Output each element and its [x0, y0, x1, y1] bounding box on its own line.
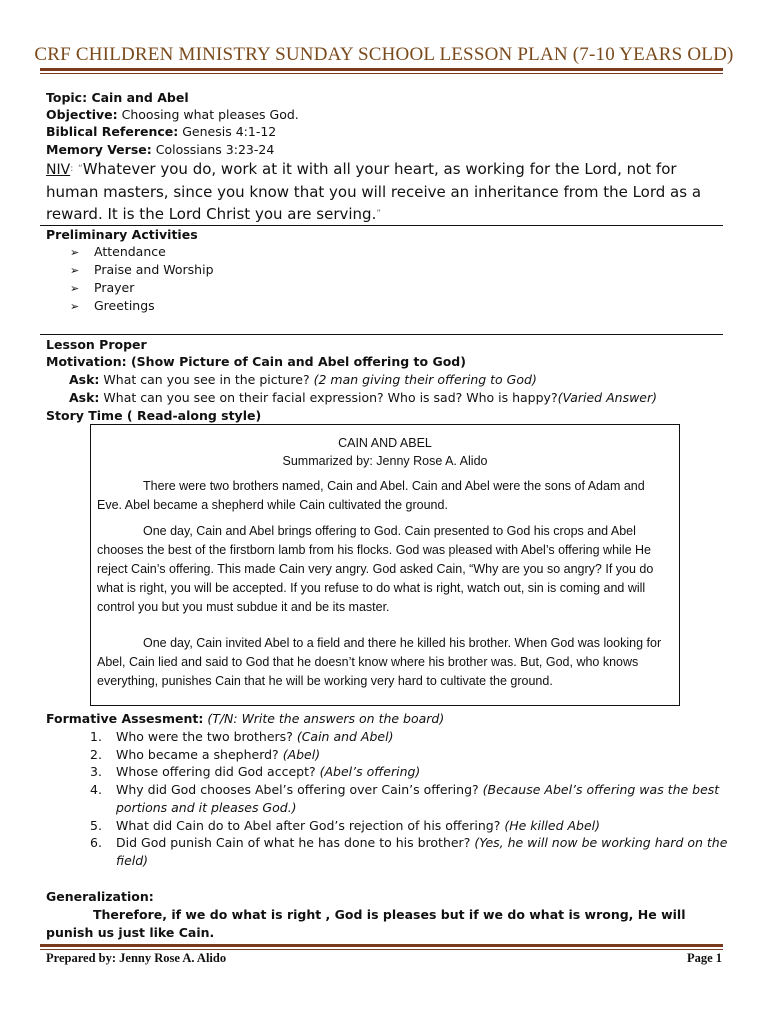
item-number: 5. [90, 817, 102, 833]
story-paragraph [97, 634, 673, 691]
preliminary-list [70, 243, 214, 315]
list-item [70, 297, 214, 315]
item-answer: (Abel) [282, 746, 321, 762]
assessment-note: (T/N: Write the answers on the board) [207, 711, 445, 726]
story-paragraph [97, 477, 673, 515]
item-question: Whose offering did God accept? [116, 764, 316, 780]
open-quote: “ [78, 164, 83, 174]
list-item [90, 781, 746, 816]
generalization-heading: Generalization: [46, 889, 154, 904]
divider [40, 334, 723, 335]
memory-verse-text: Colossians 3:23-24 [155, 142, 275, 157]
list-item-label: Praise and Worship [94, 262, 214, 277]
arrow-bullet-icon: ➢ [70, 264, 80, 277]
item-question: Who were the two brothers? [116, 729, 293, 744]
item-answer: (Cain and Abel) [296, 729, 394, 744]
list-item [90, 728, 746, 746]
list-item-label: Prayer [94, 280, 135, 295]
niv-verse-text: Whatever you do, work at it with all your heart, as working for the Lord, not for human masters, since you know that you will receive an inheritance from the Lord as a reward. It is the Lord Christ you are serving. [46, 160, 702, 223]
item-question: Why did God chooses Abel’s offering over Cain’s offering? [116, 782, 479, 798]
footer-rule [40, 944, 723, 947]
footer-rule-thin [40, 949, 723, 950]
niv-verse: NIV: “Whatever you do, work at it with all your heart, as working for the Lord, not for human masters, since you know that you will receive an inheritance from the Lord as a reward. It is the Lord Christ you are serving.” [46, 160, 702, 223]
lesson-proper-heading: Lesson Proper [46, 337, 147, 352]
item-answer: (He killed Abel) [504, 817, 601, 833]
close-quote: ” [376, 209, 382, 219]
item-number: 3. [90, 764, 102, 780]
item-question: What did Cain do to Abel after God’s rejection of his offering? [116, 817, 501, 833]
arrow-bullet-icon: ➢ [70, 300, 80, 313]
header-rule [40, 68, 723, 71]
ask-label: Ask: [69, 390, 100, 405]
arrow-bullet-icon: ➢ [70, 282, 80, 295]
memory-verse-label: Memory Verse: [46, 142, 152, 157]
item-answer: (Yes, he will now be working hard on the field) [116, 835, 728, 868]
item-answer: (Abel’s offering) [319, 764, 421, 780]
item-number: 4. [90, 782, 102, 798]
list-item-label: Attendance [94, 244, 166, 259]
objective-label: Objective: [46, 107, 118, 122]
reference-label: Biblical Reference: [46, 124, 179, 139]
ask-line-2 [69, 389, 657, 406]
item-question: Who became a shepherd? [116, 746, 279, 762]
ask-question: What can you see on their facial expression? Who is sad? Who is happy? [103, 390, 558, 405]
story-title: CAIN AND ABEL [338, 436, 432, 450]
story-byline: Summarized by: Jenny Rose A. Alido [282, 454, 488, 468]
list-item [70, 279, 214, 297]
list-item [70, 243, 214, 261]
niv-label: NIV [46, 162, 71, 178]
objective-text: Choosing what pleases God. [121, 107, 299, 122]
list-item [90, 746, 746, 764]
story-box [90, 424, 680, 706]
ask-answer: (2 man giving their offering to God) [313, 372, 537, 387]
objective-line [46, 106, 299, 123]
item-number: 6. [90, 835, 102, 851]
story-paragraph-text: One day, Cain invited Abel to a field and there he killed his brother. When God was looking for Abel, Cain lied and said to God that he doesn’t know where his brother was. But, God, who knows everything, punishes Cain that he will be working very hard to cultivate the ground. [97, 636, 662, 688]
ask-line-1 [69, 371, 537, 388]
item-question: Did God punish Cain of what he has done to his brother? [116, 835, 471, 851]
page-number: Page 1 [686, 951, 722, 965]
item-number: 1. [90, 729, 102, 744]
reference-line [46, 123, 276, 140]
preliminary-heading: Preliminary Activities [46, 227, 198, 242]
topic-line: Topic: Cain and Abel [46, 90, 189, 105]
motivation-line: Motivation: (Show Picture of Cain and Abel offering to God) [46, 354, 466, 369]
assessment-heading: Formative Assesment: [46, 711, 204, 726]
story-paragraph [97, 522, 673, 617]
reference-text: Genesis 4:1-12 [182, 124, 277, 139]
list-item-label: Greetings [94, 298, 155, 313]
arrow-bullet-icon: ➢ [70, 246, 80, 259]
list-item [90, 817, 746, 835]
story-time-heading: Story Time ( Read-along style) [46, 408, 262, 423]
list-item [70, 261, 214, 279]
memory-verse-line [46, 141, 274, 158]
item-answer: (Because Abel’s offering was the best portions and it pleases God.) [116, 782, 720, 815]
ask-answer: (Varied Answer) [557, 390, 658, 405]
assessment-list [90, 728, 746, 870]
ask-question: What can you see in the picture? [103, 372, 310, 387]
story-paragraph-text: There were two brothers named, Cain and Abel. Cain and Abel were the sons of Adam and Eve. Abel became a shepherd while Cain cultivated the ground. [97, 479, 645, 512]
list-item [90, 763, 746, 781]
list-item [90, 834, 746, 869]
ask-label: Ask: [69, 372, 100, 387]
item-number: 2. [90, 746, 102, 762]
story-paragraph-text: One day, Cain and Abel brings offering to God. Cain presented to God his crops and Abel chooses the best of the firstborn lamb from his flocks. God was pleased with Abel’s offering while He reject Cain’s offering. This made Cain very angry. God asked Cain, “Why are you so angry? If you do what is right, you will be accepted. If you refuse to do what is right, watch out, sin is coming and will control you but you must subdue it and be its master. [97, 524, 654, 614]
document-title: CRF CHILDREN MINISTRY SUNDAY SCHOOL LESSON PLAN (7-10 YEARS OLD) [34, 44, 734, 65]
prepared-by: Prepared by: Jenny Rose A. Alido [46, 951, 227, 965]
generalization-text: Therefore, if we do what is right , God is pleases but if we do what is wrong, He will punish us just like Cain. [46, 907, 686, 940]
assessment-heading-line [46, 710, 444, 727]
header-rule-thin [40, 73, 723, 74]
